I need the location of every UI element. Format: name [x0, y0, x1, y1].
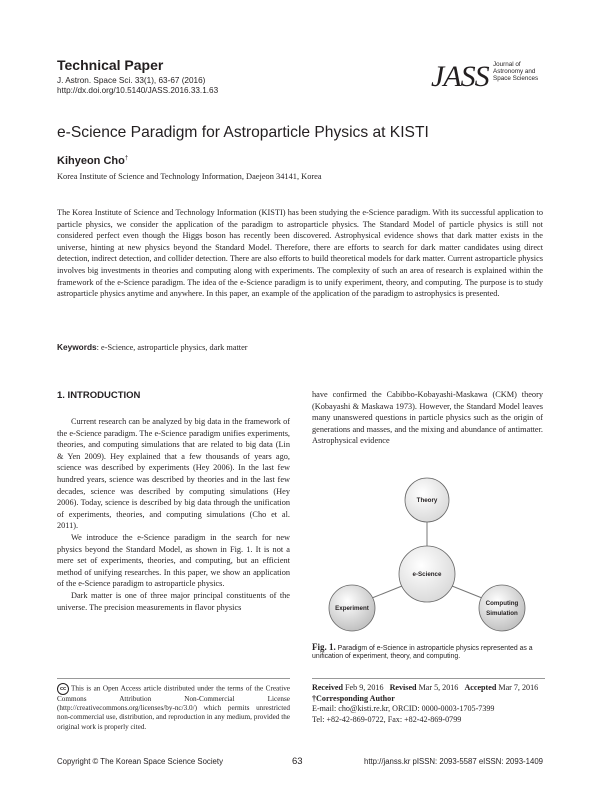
journal-logo-mark: JASS — [431, 60, 489, 93]
section-heading: 1. INTRODUCTION — [57, 390, 141, 401]
keywords-label: Keywords — [57, 342, 97, 352]
doi-link[interactable]: http://dx.doi.org/10.5140/JASS.2016.33.1.63 — [57, 86, 219, 95]
node-computing — [479, 585, 525, 631]
journal-logo — [431, 60, 551, 98]
corresponding-author-label: †Corresponding Author — [312, 693, 395, 703]
received-date: Feb 9, 2016 — [343, 683, 384, 692]
author-email[interactable]: E-mail: cho@kisti.re.kr, ORCID: 0000-0003-1705-7399 — [312, 704, 495, 713]
author-name-text: Kihyeon Cho — [57, 155, 125, 167]
dates-line — [312, 683, 552, 694]
footer-issn: http://janss.kr pISSN: 2093-5587 eISSN: 2093-1409 — [363, 757, 543, 766]
journal-reference: J. Astron. Space Sci. 33(1), 63-67 (2016) — [57, 76, 206, 85]
node-experiment — [329, 585, 375, 631]
author-phone: Tel: +82-42-869-0722, Fax: +82-42-869-0799 — [312, 714, 462, 724]
keywords-values: : e-Science, astroparticle physics, dark matter — [96, 343, 248, 352]
revised-label: Revised — [389, 683, 417, 692]
node-simulation-label: Simulation — [486, 610, 518, 617]
figure-1 — [312, 458, 543, 638]
abstract: The Korea Institute of Science and Technology Information (KISTI) has been studying the e-Science paradigm. With its successful application to particle physics, we consider the application of the paradigm to astroparticle physics. The Standard Model of particle physics is still not considered perfect even though the Higgs boson has recently been discovered. Astrophysical evidence shows that dark matter exists in the universe, hinting at new physics beyond the Standard Model. Therefore, there are efforts to search for dark matter candidates using direct detection, indirect detection, and collider detection. There are also efforts to build theoretical models for dark matter. Current astroparticle physics involves big investments in theories and computing along with experiments. The complexity of such an area of research is explained within the framework of the e-Science paradigm. The idea of the e-Science paradigm is to unify experiment, theory, and computing. The purpose is to study astroparticle physics anytime and anywhere. In this paper, an example of the application of the paradigm to astrophysics is presented. — [57, 208, 543, 299]
connector-line — [372, 586, 402, 598]
journal-logo-subtitle — [493, 61, 538, 83]
node-escience-label: e-Science — [412, 571, 442, 578]
paragraph: Current research can be analyzed by big data in the framework of the e-Science paradigm. The e-Science paradigm unifies experiments, theories, and computing simulations that are related to big data (Lin & Yen 2009). Hey explained that a few thousands of years ago, science was described by experiments (Hey 2006). In the last few hundred years, science was described by theories and in the last few decades, science was described by computing simulations (Hey 2006). Today, science is described by big data through the unification of experiments, theories, and computing simulations (Cho et al. 2011). — [57, 417, 290, 531]
corresponding-mark: † — [124, 155, 129, 162]
divider — [312, 678, 545, 679]
node-theory — [405, 478, 449, 522]
journal-logo-line: Space Sciences — [493, 75, 539, 83]
license-notice — [57, 683, 290, 732]
received-label: Received — [312, 683, 344, 692]
keywords — [57, 342, 248, 352]
figure-caption-text: Paradigm of e-Science in astroparticle physics represented as a unification of experiment, theory, and computing. — [312, 645, 533, 661]
author-affiliation: Korea Institute of Science and Technology Information, Daejeon 34141, Korea — [57, 172, 322, 181]
paragraph: have confirmed the Cabibbo-Kobayashi-Maskawa (CKM) theory (Kobayashi & Maskawa 1973). However, the Standard Model leaves many unanswered questions in particle physics such as the origin of generations and masses, and the mixing and abundance of antimatter. Astrophysical evidence — [312, 390, 543, 446]
paragraph: Dark matter is one of three major principal constituents of the universe. The precision measurements in flavor physics — [57, 590, 290, 612]
license-text: This is an Open Access article distributed under the terms of the Creative Commons Attribution Non-Commercial License (http://creativecommons.org/licenses/by-nc/3.0/) which permits unrestricted non-commercial use, distribution, and reproduction in any medium, provided the original work is properly cited. — [57, 684, 290, 731]
left-column — [57, 416, 290, 613]
node-experiment-label: Experiment — [335, 605, 369, 612]
paper-title: e-Science Paradigm for Astroparticle Physics at KISTI — [57, 124, 429, 141]
node-escience — [399, 546, 455, 602]
journal-logo-line: Journal of — [493, 61, 521, 68]
author-name — [57, 155, 128, 167]
paradigm-diagram — [312, 458, 543, 638]
page-number: 63 — [292, 756, 303, 767]
article-history — [312, 683, 552, 725]
node-theory-label: Theory — [416, 497, 438, 504]
right-column — [312, 389, 543, 447]
figure-number: Fig. 1. — [312, 642, 336, 652]
paper-type: Technical Paper — [57, 57, 164, 73]
figure-caption — [312, 643, 545, 662]
paragraph: We introduce the e-Science paradigm in the search for new physics beyond the Standard Model, as shown in Fig. 1. It is not a mere set of experiments, theories, and computing, but an efficient method of unifying researches. In this paper, we show an application of the e-Science paradigm to astroparticle physics. — [57, 532, 290, 589]
accepted-label: Accepted — [464, 683, 497, 692]
journal-logo-line: Astronomy and — [493, 68, 536, 76]
divider — [57, 678, 290, 679]
node-computing-label: Computing — [485, 600, 519, 607]
footer-copyright: Copyright © The Korean Space Science Society — [57, 757, 223, 766]
accepted-date: Mar 7, 2016 — [496, 683, 539, 692]
creative-commons-icon: cc — [57, 683, 69, 695]
revised-date: Mar 5, 2016 — [416, 683, 459, 692]
connector-line — [452, 586, 482, 598]
